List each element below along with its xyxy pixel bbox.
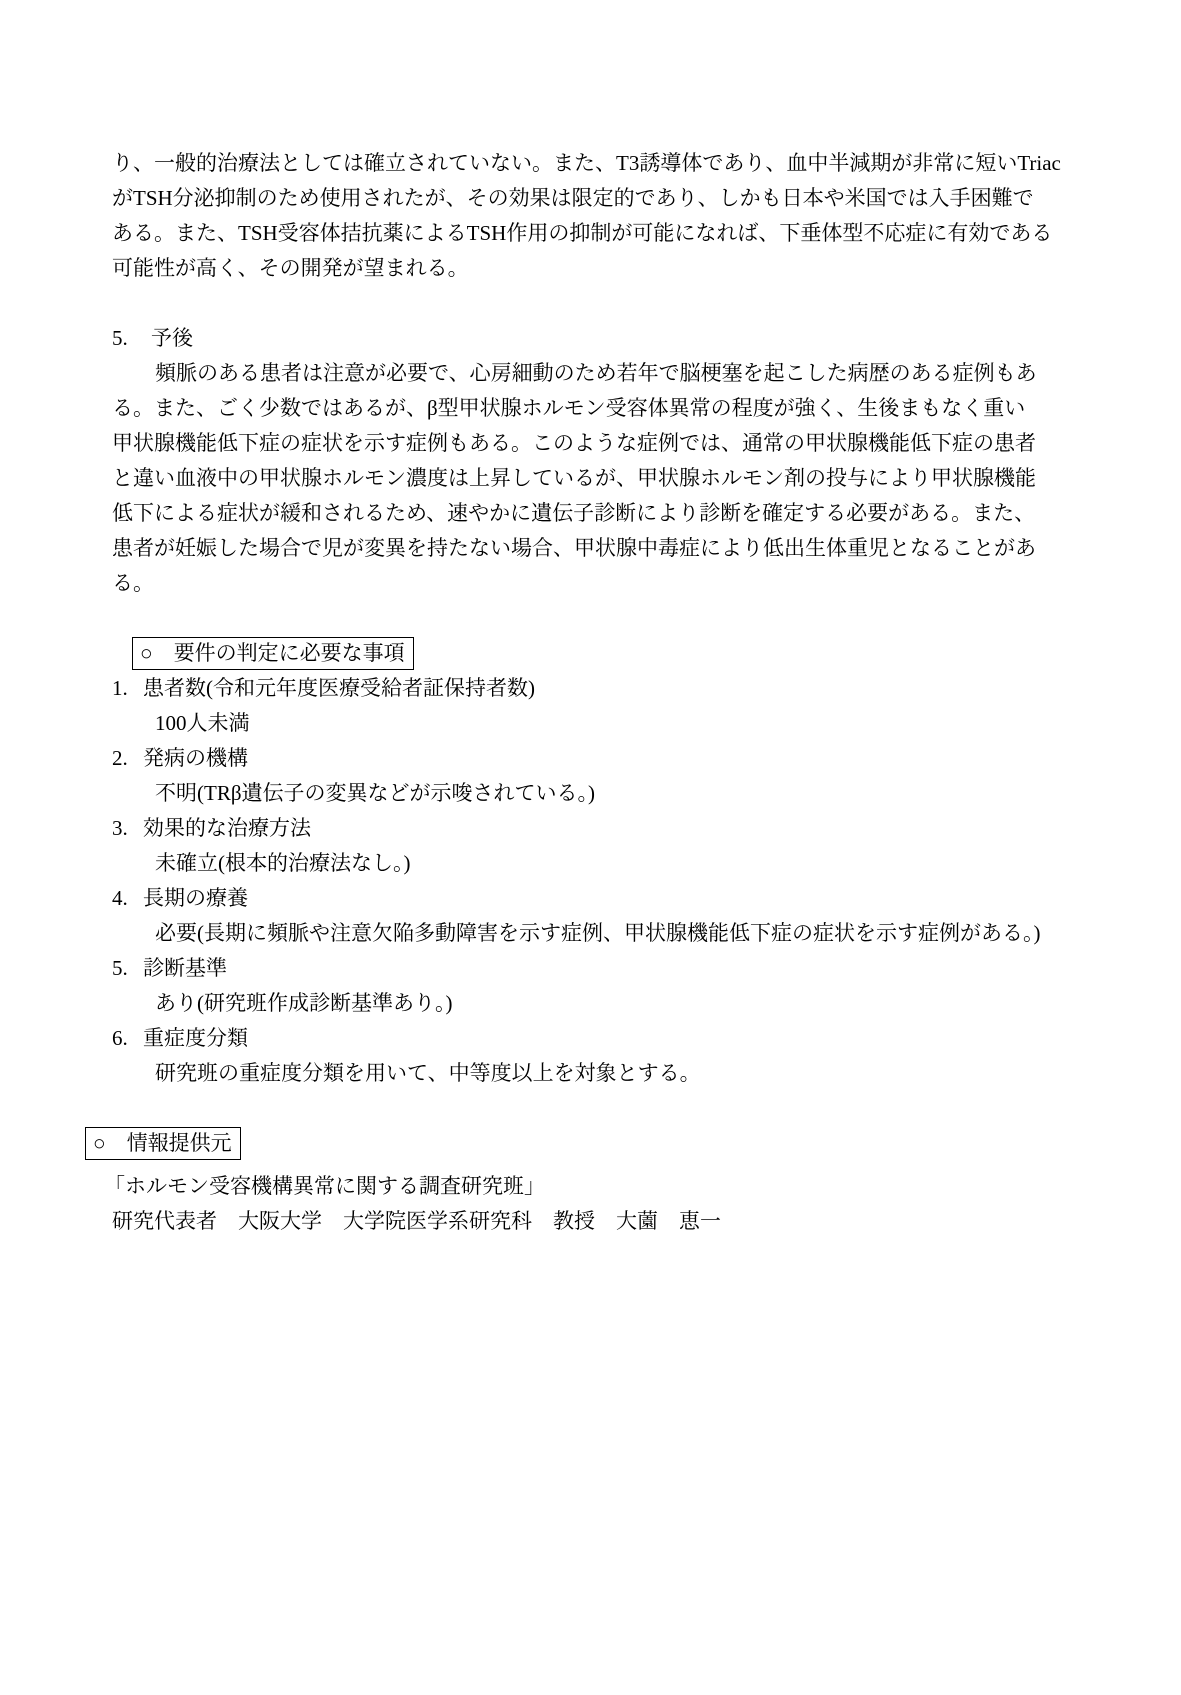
text-line: 可能性が高く、その開発が望まれる。	[112, 256, 469, 280]
intro-paragraph	[112, 146, 1096, 286]
research-group-name: 「ホルモン受容機構異常に関する調査研究班」	[104, 1174, 545, 1198]
item-number: 6.	[112, 1026, 128, 1050]
text-line: る。	[112, 571, 154, 595]
requirement-item-label	[112, 671, 1096, 706]
requirements-list	[112, 671, 1096, 1091]
item-label: 発病の機構	[143, 746, 248, 770]
requirement-item-value: あり(研究班作成診断基準あり。)	[155, 991, 453, 1015]
text-line: 低下による症状が緩和されるため、速やかに遺伝子診断により診断を確定する必要がある。また、	[112, 501, 1036, 525]
requirement-item-label	[112, 741, 1096, 776]
item-number: 5.	[112, 956, 128, 980]
item-number: 2.	[112, 746, 128, 770]
requirements-box-row	[132, 636, 1096, 671]
source-box	[85, 1127, 241, 1160]
requirement-item-value: 未確立(根本的治療法なし。)	[155, 851, 411, 875]
text-line: ある。また、TSH受容体拮抗薬によるTSH作用の抑制が可能になれば、下垂体型不応症に有効である	[112, 221, 1053, 245]
circle-marker-icon: ○	[93, 1131, 106, 1155]
circle-marker-icon: ○	[140, 641, 153, 665]
text-line: がTSH分泌抑制のため使用されたが、その効果は限定的であり、しかも日本や米国では入手困難で	[112, 186, 1034, 210]
requirement-item-label	[112, 951, 1096, 986]
requirement-item-value: 100人未満	[155, 711, 250, 735]
item-label: 効果的な治療方法	[143, 816, 311, 840]
text-line: と違い血液中の甲状腺ホルモン濃度は上昇しているが、甲状腺ホルモン剤の投与により甲状腺機能	[112, 466, 1036, 490]
source-info	[104, 1169, 1096, 1239]
text-line: 患者が妊娠した場合で児が変異を持たない場合、甲状腺中毒症により低出生体重児となることがあ	[112, 536, 1036, 560]
section-heading	[112, 321, 1096, 356]
text-line: 頻脈のある患者は注意が必要で、心房細動のため若年で脳梗塞を起こした病歴のある症例もあ	[155, 361, 1037, 385]
section-prognosis	[112, 321, 1096, 601]
requirement-item-value: 必要(長期に頻脈や注意欠陥多動障害を示す症例、甲状腺機能低下症の症状を示す症例がある。)	[155, 921, 1041, 945]
text-line: る。また、ごく少数ではあるが、β型甲状腺ホルモン受容体異常の程度が強く、生後まもなく重い	[112, 396, 1026, 420]
section-number: 5.	[112, 326, 128, 350]
text-line: り、一般的治療法としては確立されていない。また、T3誘導体であり、血中半減期が非常に短いTriac	[112, 151, 1061, 175]
research-representative: 研究代表者 大阪大学 大学院医学系研究科 教授 大薗 恵一	[112, 1209, 721, 1233]
spacer	[112, 1091, 1096, 1126]
source-box-title: 情報提供元	[126, 1131, 232, 1155]
requirement-item-label	[112, 811, 1096, 846]
item-label: 重症度分類	[143, 1026, 248, 1050]
text-line: 甲状腺機能低下症の症状を示す症例もある。このような症例では、通常の甲状腺機能低下症の患者	[112, 431, 1036, 455]
item-label: 診断基準	[143, 956, 227, 980]
requirement-item-label	[112, 1021, 1096, 1056]
requirement-item-value: 不明(TRβ遺伝子の変異などが示唆されている。)	[155, 781, 596, 805]
requirement-item-value: 研究班の重症度分類を用いて、中等度以上を対象とする。	[155, 1061, 701, 1085]
source-box-row	[85, 1126, 1096, 1161]
item-number: 4.	[112, 886, 128, 910]
spacer	[112, 286, 1096, 321]
requirements-box-title: 要件の判定に必要な事項	[173, 641, 405, 665]
item-label: 長期の療養	[143, 886, 248, 910]
item-label: 患者数(令和元年度医療受給者証保持者数)	[143, 676, 535, 700]
requirements-box	[132, 637, 414, 670]
spacer	[112, 601, 1096, 636]
spacer	[112, 1161, 1096, 1169]
requirement-item-label	[112, 881, 1096, 916]
item-number: 3.	[112, 816, 128, 840]
item-number: 1.	[112, 676, 128, 700]
section-title: 予後	[151, 326, 193, 350]
